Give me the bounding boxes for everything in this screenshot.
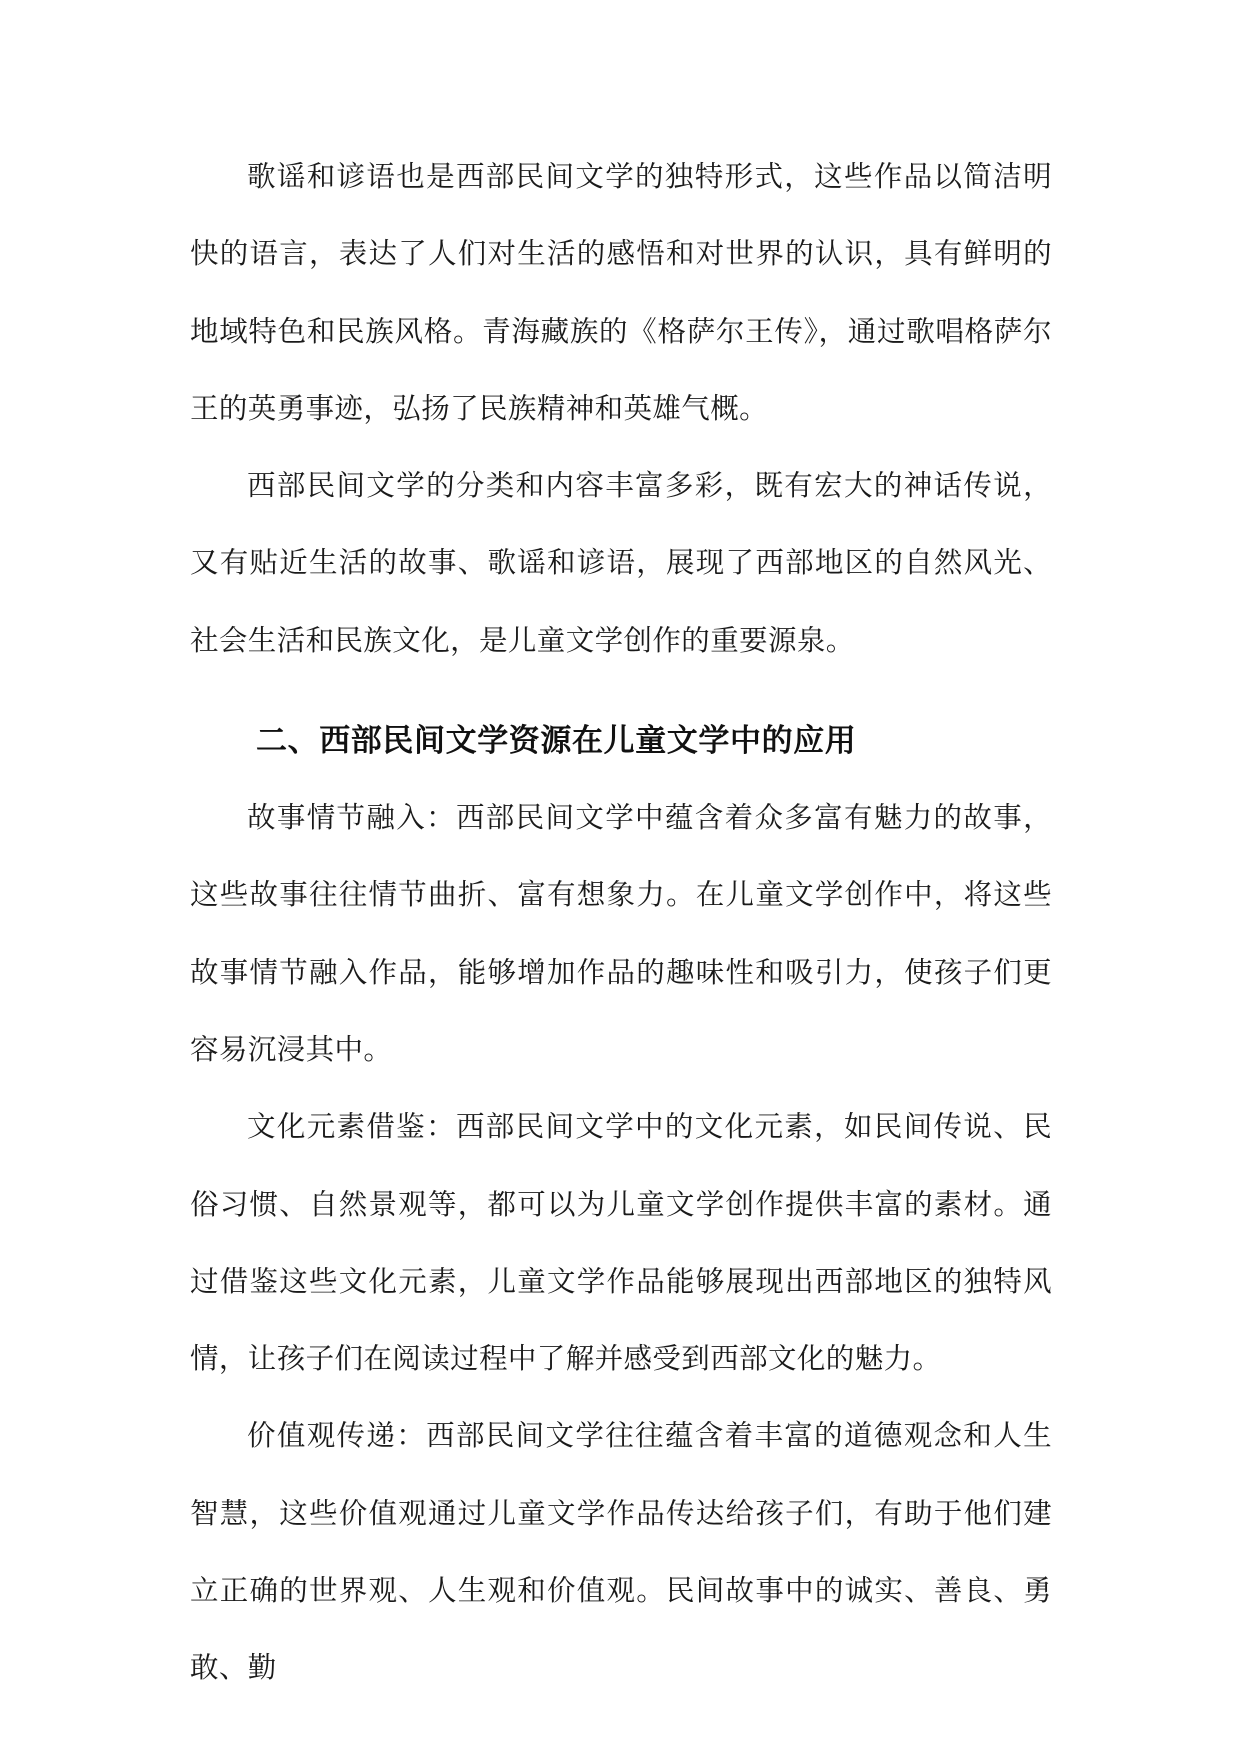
body-paragraph: 歌谣和谚语也是西部民间文学的独特形式，这些作品以简洁明快的语言，表达了人们对生活的感悟和对世界的认识，具有鲜明的地域特色和民族风格。青海藏族的《格萨尔王传》，通过歌唱格萨尔王的英勇事迹，弘扬了民族精神和英雄气概。 bbox=[190, 160, 1052, 425]
body-paragraph: 故事情节融入：西部民间文学中蕴含着众多富有魅力的故事，这些故事往往情节曲折、富有想象力。在儿童文学创作中，将这些故事情节融入作品，能够增加作品的趣味性和吸引力，使孩子们更容易沉浸其中。 bbox=[190, 801, 1052, 1066]
spacer bbox=[190, 769, 1052, 779]
body-paragraph: 西部民间文学的分类和内容丰富多彩，既有宏大的神话传说，又有贴近生活的故事、歌谣和谚语，展现了西部地区的自然风光、社会生活和民族文化，是儿童文学创作的重要源泉。 bbox=[190, 469, 1052, 657]
spacer bbox=[190, 679, 1052, 713]
document-body bbox=[190, 138, 1052, 1707]
body-paragraph: 价值观传递：西部民间文学往往蕴含着丰富的道德观念和人生智慧，这些价值观通过儿童文学作品传达给孩子们，有助于他们建立正确的世界观、人生观和价值观。民间故事中的诚实、善良、勇敢、勤 bbox=[190, 1419, 1052, 1685]
section-heading: 二、西部民间文学资源在儿童文学中的应用 bbox=[256, 723, 857, 760]
body-paragraph: 文化元素借鉴：西部民间文学中的文化元素，如民间传说、民俗习惯、自然景观等，都可以为儿童文学创作提供丰富的素材。通过借鉴这些文化元素，儿童文学作品能够展现出西部地区的独特风情，让孩子们在阅读过程中了解并感受到西部文化的魅力。 bbox=[190, 1110, 1052, 1376]
